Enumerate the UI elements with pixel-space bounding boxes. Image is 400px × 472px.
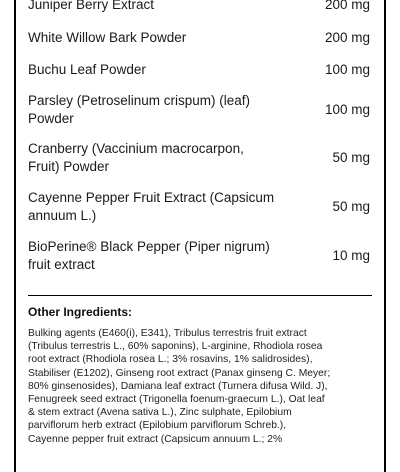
- ingredient-name: Cayenne Pepper Fruit Extract (Capsicum annuum L.): [28, 190, 275, 223]
- other-ingredients-heading: Other Ingredients:: [28, 305, 133, 319]
- supplement-facts-panel: [14, 0, 386, 472]
- ingredient-amount: 10 mg: [332, 248, 370, 263]
- section-divider: [28, 295, 372, 296]
- ingredient-amount: 50 mg: [332, 199, 370, 214]
- ingredient-name: BioPerine® Black Pepper (Piper nigrum) fruit extract: [28, 239, 270, 272]
- ingredient-name: White Willow Bark Powder: [28, 30, 187, 45]
- ingredient-name: Juniper Berry Extract: [28, 0, 155, 12]
- ingredient-amount: 100 mg: [324, 62, 370, 77]
- ingredient-amount: 200 mg: [324, 0, 370, 12]
- ingredient-amount: 100 mg: [324, 102, 370, 117]
- ingredient-name: Buchu Leaf Powder: [28, 62, 146, 77]
- ingredient-amount: 50 mg: [332, 150, 370, 165]
- other-ingredients-text: Bulking agents (E460(i), E341), Tribulus terrestris fruit extract (Tribulus terrestris L., 60% saponins), L-arginine, Rhodiola rosea root extract (Rhodiola rosea L.; 3% rosavins, 1% salidrosides), Stabiliser (E1202), Ginseng root extract (Panax ginseng C. Meyer; 80% ginsenosides), Damiana leaf extract (Turnera difusa Wild. J), Fenugreek seed extract (Trigonella foenum-graecum L.), Oat leaf & stem extract (Avena sativa L.), Zinc sulphate, Epilobium parviflorum herb extract (Epilobium parviflorum Schreb.), Cayenne pepper fruit extract (Capsicum annuum L.; 2%: [28, 328, 331, 445]
- ingredient-amount: 200 mg: [324, 30, 370, 45]
- ingredient-name: Cranberry (Vaccinium macrocarpon, Fruit) Powder: [28, 141, 244, 174]
- ingredient-name: Parsley (Petroselinum crispum) (leaf) Powder: [28, 93, 251, 126]
